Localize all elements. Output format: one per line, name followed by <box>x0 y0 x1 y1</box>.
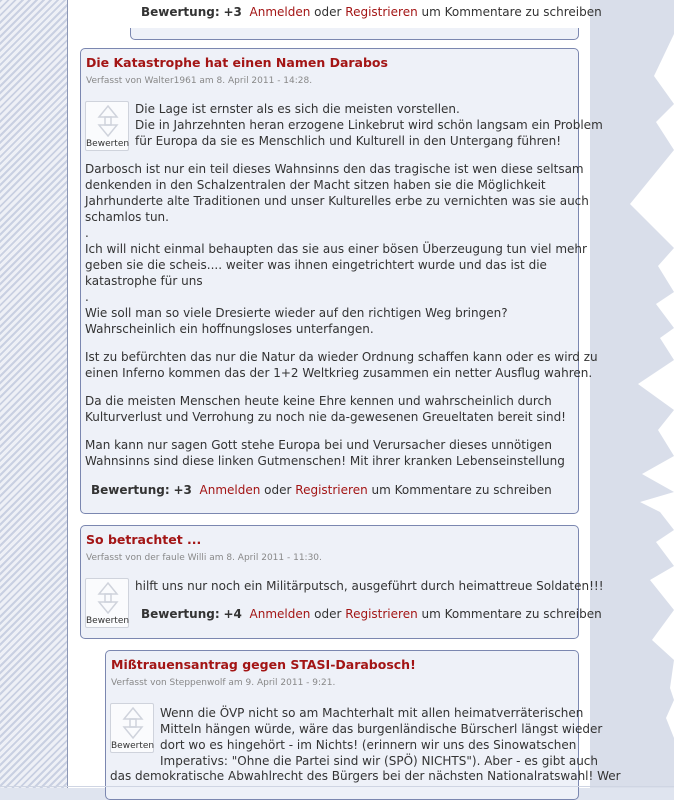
rating-row <box>91 483 552 497</box>
window-bottom-edge <box>0 786 674 787</box>
comment-text-line: Wahnsinns sind diese linken Gutmenschen! Mit ihrer kranken Lebenseinstellung <box>85 454 565 468</box>
vote-arrows-icon <box>121 706 145 740</box>
left-decorative-stripe <box>0 0 68 788</box>
comment-text-line: . <box>85 290 89 304</box>
comment-3 <box>105 650 621 800</box>
comment-text-line: Da die meisten Menschen heute keine Ehre kennen und wahrscheinlich durch <box>85 394 552 408</box>
comment-text-line: Ich will nicht einmal behaupten das sie aus einer bösen Überzeugung tun viel mehr <box>85 242 587 256</box>
comment-title[interactable]: Die Katastrophe hat einen Namen Darabos <box>86 55 388 70</box>
login-link[interactable]: Anmelden <box>199 483 261 497</box>
vote-widget[interactable] <box>85 578 129 628</box>
comment-text-line: Die in Jahrzehnten heran erzogene Linkebrut wird schön langsam ein Problem <box>135 118 603 132</box>
comment-text-line: Imperativs: "Ohne die Partei sind wir (SPÖ) NICHTS"). Aber - es gibt auch <box>160 754 598 768</box>
comment-text-line: einen Inferno kommen das der 1+2 Weltkrieg zusammen ein netter Ausflug wahren. <box>85 366 593 380</box>
rating-label: Bewertung: <box>141 5 220 19</box>
comment-text-line: Darbosch ist nur ein teil dieses Wahnsinns den das tragische ist wen diese seltsam <box>85 162 584 176</box>
rating-value: +4 <box>223 607 242 621</box>
comment-title[interactable]: So betrachtet ... <box>86 532 202 547</box>
login-link[interactable]: Anmelden <box>249 607 311 621</box>
rating-value: +3 <box>173 483 192 497</box>
comment-text-line: . <box>85 226 89 240</box>
comment-hint-text: um Kommentare zu schreiben <box>421 5 602 19</box>
comment-text-line: Die Lage ist ernster als es sich die meisten vorstellen. <box>135 102 460 116</box>
comment-text-line: schamlos tun. <box>85 210 169 224</box>
vote-label: Bewerten <box>86 616 130 626</box>
comment-text-line: für Europa da sie es Menschlich und Kulturell in den Untergang führen! <box>135 134 562 148</box>
comment-text-line: hilft uns nur noch ein Militärputsch, ausgeführt durch heimattreue Soldaten!!! <box>135 579 604 593</box>
or-text: oder <box>314 607 342 621</box>
rating-label: Bewertung: <box>141 607 220 621</box>
comment-text-line: katastrophe für uns <box>85 274 203 288</box>
vote-widget[interactable] <box>110 703 154 753</box>
register-link[interactable]: Registrieren <box>345 5 418 19</box>
vote-label: Bewerten <box>111 741 155 751</box>
comment-text-line: Kulturverlust und Verrohung zu noch nie da-gewesenen Greueltaten bereit sind! <box>85 410 566 424</box>
comment-text-line: Man kann nur sagen Gott stehe Europa bei und Verursacher dieses unnötigen <box>85 438 552 452</box>
comment-text-line: Jahrhunderte alte Traditionen und unser Kulturelles erbe zu vernichten was sie auch <box>85 194 589 208</box>
rating-row <box>141 607 602 621</box>
comment-2 <box>80 525 604 639</box>
comment-text-line: Mitteln hängen würde, wäre das burgenländische Bürscherl längst wieder <box>160 722 603 736</box>
register-link[interactable]: Registrieren <box>295 483 368 497</box>
comment-text-line: Wenn die ÖVP nicht so am Machterhalt mit allen heimatverräterischen <box>160 706 584 720</box>
comment-meta: Verfasst von Steppenwolf am 9. April 2011 - 9:21. <box>111 678 336 688</box>
vote-arrows-icon <box>96 581 120 615</box>
vote-widget[interactable] <box>85 101 129 151</box>
comment-text-line: Ist zu befürchten das nur die Natur da wieder Ordnung schaffen kann oder es wird zu <box>85 350 598 364</box>
comment-text-line: dort wo es hingehört - im Nichts! (erinnern wir uns des Sinowatschen <box>160 738 577 752</box>
comment-0-rating-row <box>141 5 602 19</box>
comment-text-line: das demokratische Abwahlrecht des Bürgers bei der nächsten Nationalratswahl! Wer <box>110 769 621 783</box>
comment-0-box-bottom <box>130 28 579 40</box>
rating-label: Bewertung: <box>91 483 170 497</box>
comment-text-line: denkenden in den Schalzentralen der Macht sitzen haben sie die Möglichkeit <box>85 178 546 192</box>
or-text: oder <box>264 483 292 497</box>
rating-value: +3 <box>223 5 242 19</box>
comment-text-line: Wie soll man so viele Dresierte wieder auf den richtigen Weg bringen? <box>85 306 508 320</box>
comment-hint-text: um Kommentare zu schreiben <box>421 607 602 621</box>
comment-1 <box>80 48 603 514</box>
comment-hint-text: um Kommentare zu schreiben <box>371 483 552 497</box>
or-text: oder <box>314 5 342 19</box>
comment-meta: Verfasst von Walter1961 am 8. April 2011 - 14:28. <box>86 76 313 86</box>
comment-title[interactable]: Mißtrauensantrag gegen STASI-Darabosch! <box>111 657 416 672</box>
comment-text-line: geben sie die scheis.... weiter was ihnen eingetrichtert wurde und das ist die <box>85 258 547 272</box>
vote-label: Bewerten <box>86 139 130 149</box>
comment-meta: Verfasst von der faule Willi am 8. April 2011 - 11:30. <box>86 553 322 563</box>
register-link[interactable]: Registrieren <box>345 607 418 621</box>
comment-text-line: Wahrscheinlich ein hoffnungsloses unterfangen. <box>85 322 374 336</box>
vote-arrows-icon <box>96 104 120 138</box>
login-link[interactable]: Anmelden <box>249 5 311 19</box>
